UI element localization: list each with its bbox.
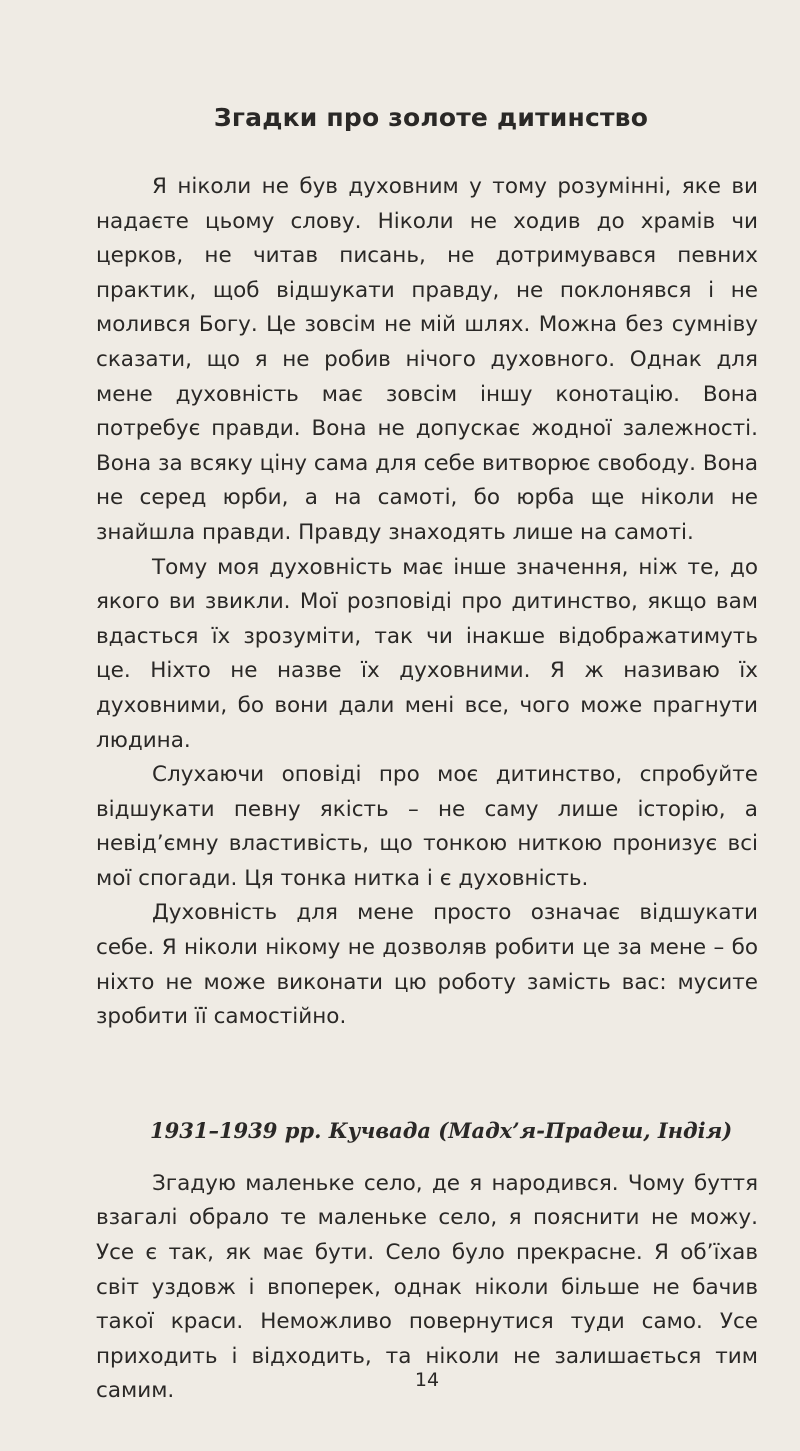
paragraph-1: Я ніколи не був духовним у тому розумінні, яке ви надаєте цьому слову. Ніколи не ходив до храмів чи церков, не читав писань, не дотримувався певних практик, щоб відшукати правду, не поклонявся і не молився Богу. Це зовсім не мій шлях. Можна без сумніву сказати, що я не робив нічого духовного. Однак для мене духовність має зовсім іншу конотацію. Вона потребує правди. Вона не допускає жодної залежності. Вона за всяку ціну сама для себе витворює свободу. Вона не серед юрби, а на самоті, бо юрба ще ніколи не знайшла правди. Правду знаходять лише на самоті.	[96, 174, 758, 545]
paragraph-3: Слухаючи оповіді про моє дитинство, спробуйте відшукати певну якість – не саму лише історію, а невід’ємну властивість, що тонкою ниткою пронизує всі мої спогади. Ця тонка нитка і є духовність.	[96, 762, 758, 891]
intro-text	[96, 170, 758, 1035]
paragraph-4: Духовність для мене просто означає відшукати себе. Я ніколи нікому не дозволяв робити це за мене – бо ніхто не може виконати цю роботу замість вас: мусите зробити її самостійно.	[96, 900, 758, 1030]
paragraph-2: Тому моя духовність має інше значення, ніж те, до якого ви звикли. Мої розповіді про дитинство, якщо вам вдасться їх зрозуміти, так чи інакше відображатимуть це. Ніхто не назве їх духовними. Я ж називаю їх духовними, бо вони дали мені все, чого може прагнути людина.	[96, 554, 758, 753]
page-number: 14	[414, 1369, 440, 1391]
chapter-title: Згадки про золоте дитинство	[213, 103, 649, 132]
section-heading: 1931–1939 рр. Кучвада (Мадх’я-Прадеш, Індія)	[150, 1117, 733, 1143]
section-paragraph-1: Згадую маленьке село, де я народився. Чому буття взагалі обрало те маленьке село, я пояснити не можу. Усе є так, як має бути. Село було прекрасне. Я об’їхав світ уздовж і впоперек, однак ніколи більше не бачив такої краси. Неможливо повернутися туди само. Усе приходить і відходить, та ніколи не залишається тим самим.	[96, 1170, 758, 1404]
book-page	[0, 100, 800, 1451]
